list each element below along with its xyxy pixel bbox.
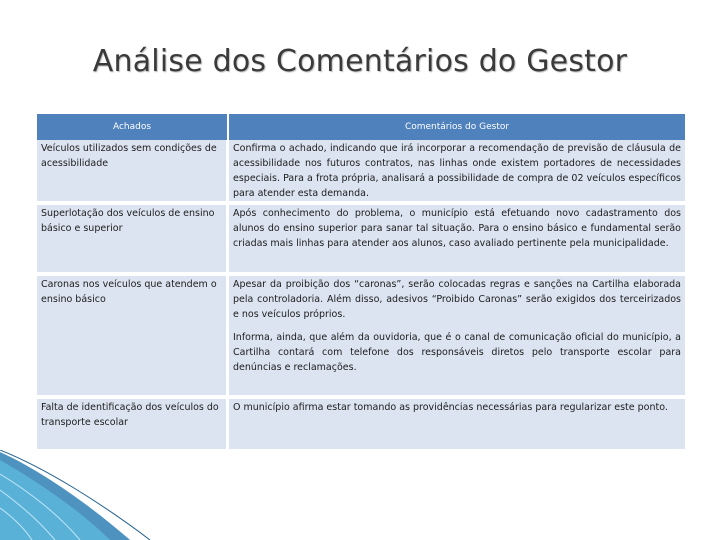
table-row [37, 272, 685, 395]
table-row [37, 395, 685, 449]
achado-cell: Caronas nos veículos que atendem o ensino básico [37, 272, 229, 395]
table-row [37, 140, 685, 201]
comentario-cell [229, 140, 685, 201]
header-comentarios: Comentários do Gestor [229, 114, 685, 140]
comentario-paragraph: Após conhecimento do problema, o município está efetuando novo cadastramento dos alunos do ensino superior para sanar tal situação. Para o ensino básico e fundamental serão criadas mais linhas para atender aos alunos, caso avaliado pertinente pela municipalidade. [233, 208, 681, 249]
comentario-cell [229, 272, 685, 395]
slide-title: Análise dos Comentários do Gestor [92, 44, 628, 79]
comentario-paragraph: O município afirma estar tomando as providências necessárias para regularizar este ponto. [233, 402, 668, 413]
table-row [37, 201, 685, 272]
achado-cell: Falta de identificação dos veículos do transporte escolar [37, 395, 229, 449]
comentario-paragraph: Confirma o achado, indicando que irá incorporar a recomendação de previsão de cláusula de acessibilidade nos futuros contratos, nas linhas onde existem portadores de necessidades especiais. Para a frota própria, analisará a possibilidade de compra de 02 veículos específicos para atender esta demanda. [233, 143, 681, 199]
comentario-cell [229, 201, 685, 272]
comentario-cell [229, 395, 685, 449]
comentario-paragraph: Apesar da proibição dos “caronas”, serão colocadas regras e sanções na Cartilha elaborada pela controladoria. Além disso, adesivos “Proibido Caronas” serão exigidos dos terceirizados e nos veículos próprios. [233, 279, 681, 320]
achado-cell: Veículos utilizados sem condições de acessibilidade [37, 140, 229, 201]
wave-decoration [0, 450, 160, 540]
header-achados: Achados [37, 114, 229, 140]
table-header-row [37, 114, 685, 140]
findings-table [37, 114, 685, 449]
comentario-paragraph: Informa, ainda, que além da ouvidoria, que é o canal de comunicação oficial do município, a Cartilha contará com telefone dos responsáveis diretos pelo transporte escolar para denúncias e reclamações. [233, 332, 681, 373]
achado-cell: Superlotação dos veículos de ensino básico e superior [37, 201, 229, 272]
